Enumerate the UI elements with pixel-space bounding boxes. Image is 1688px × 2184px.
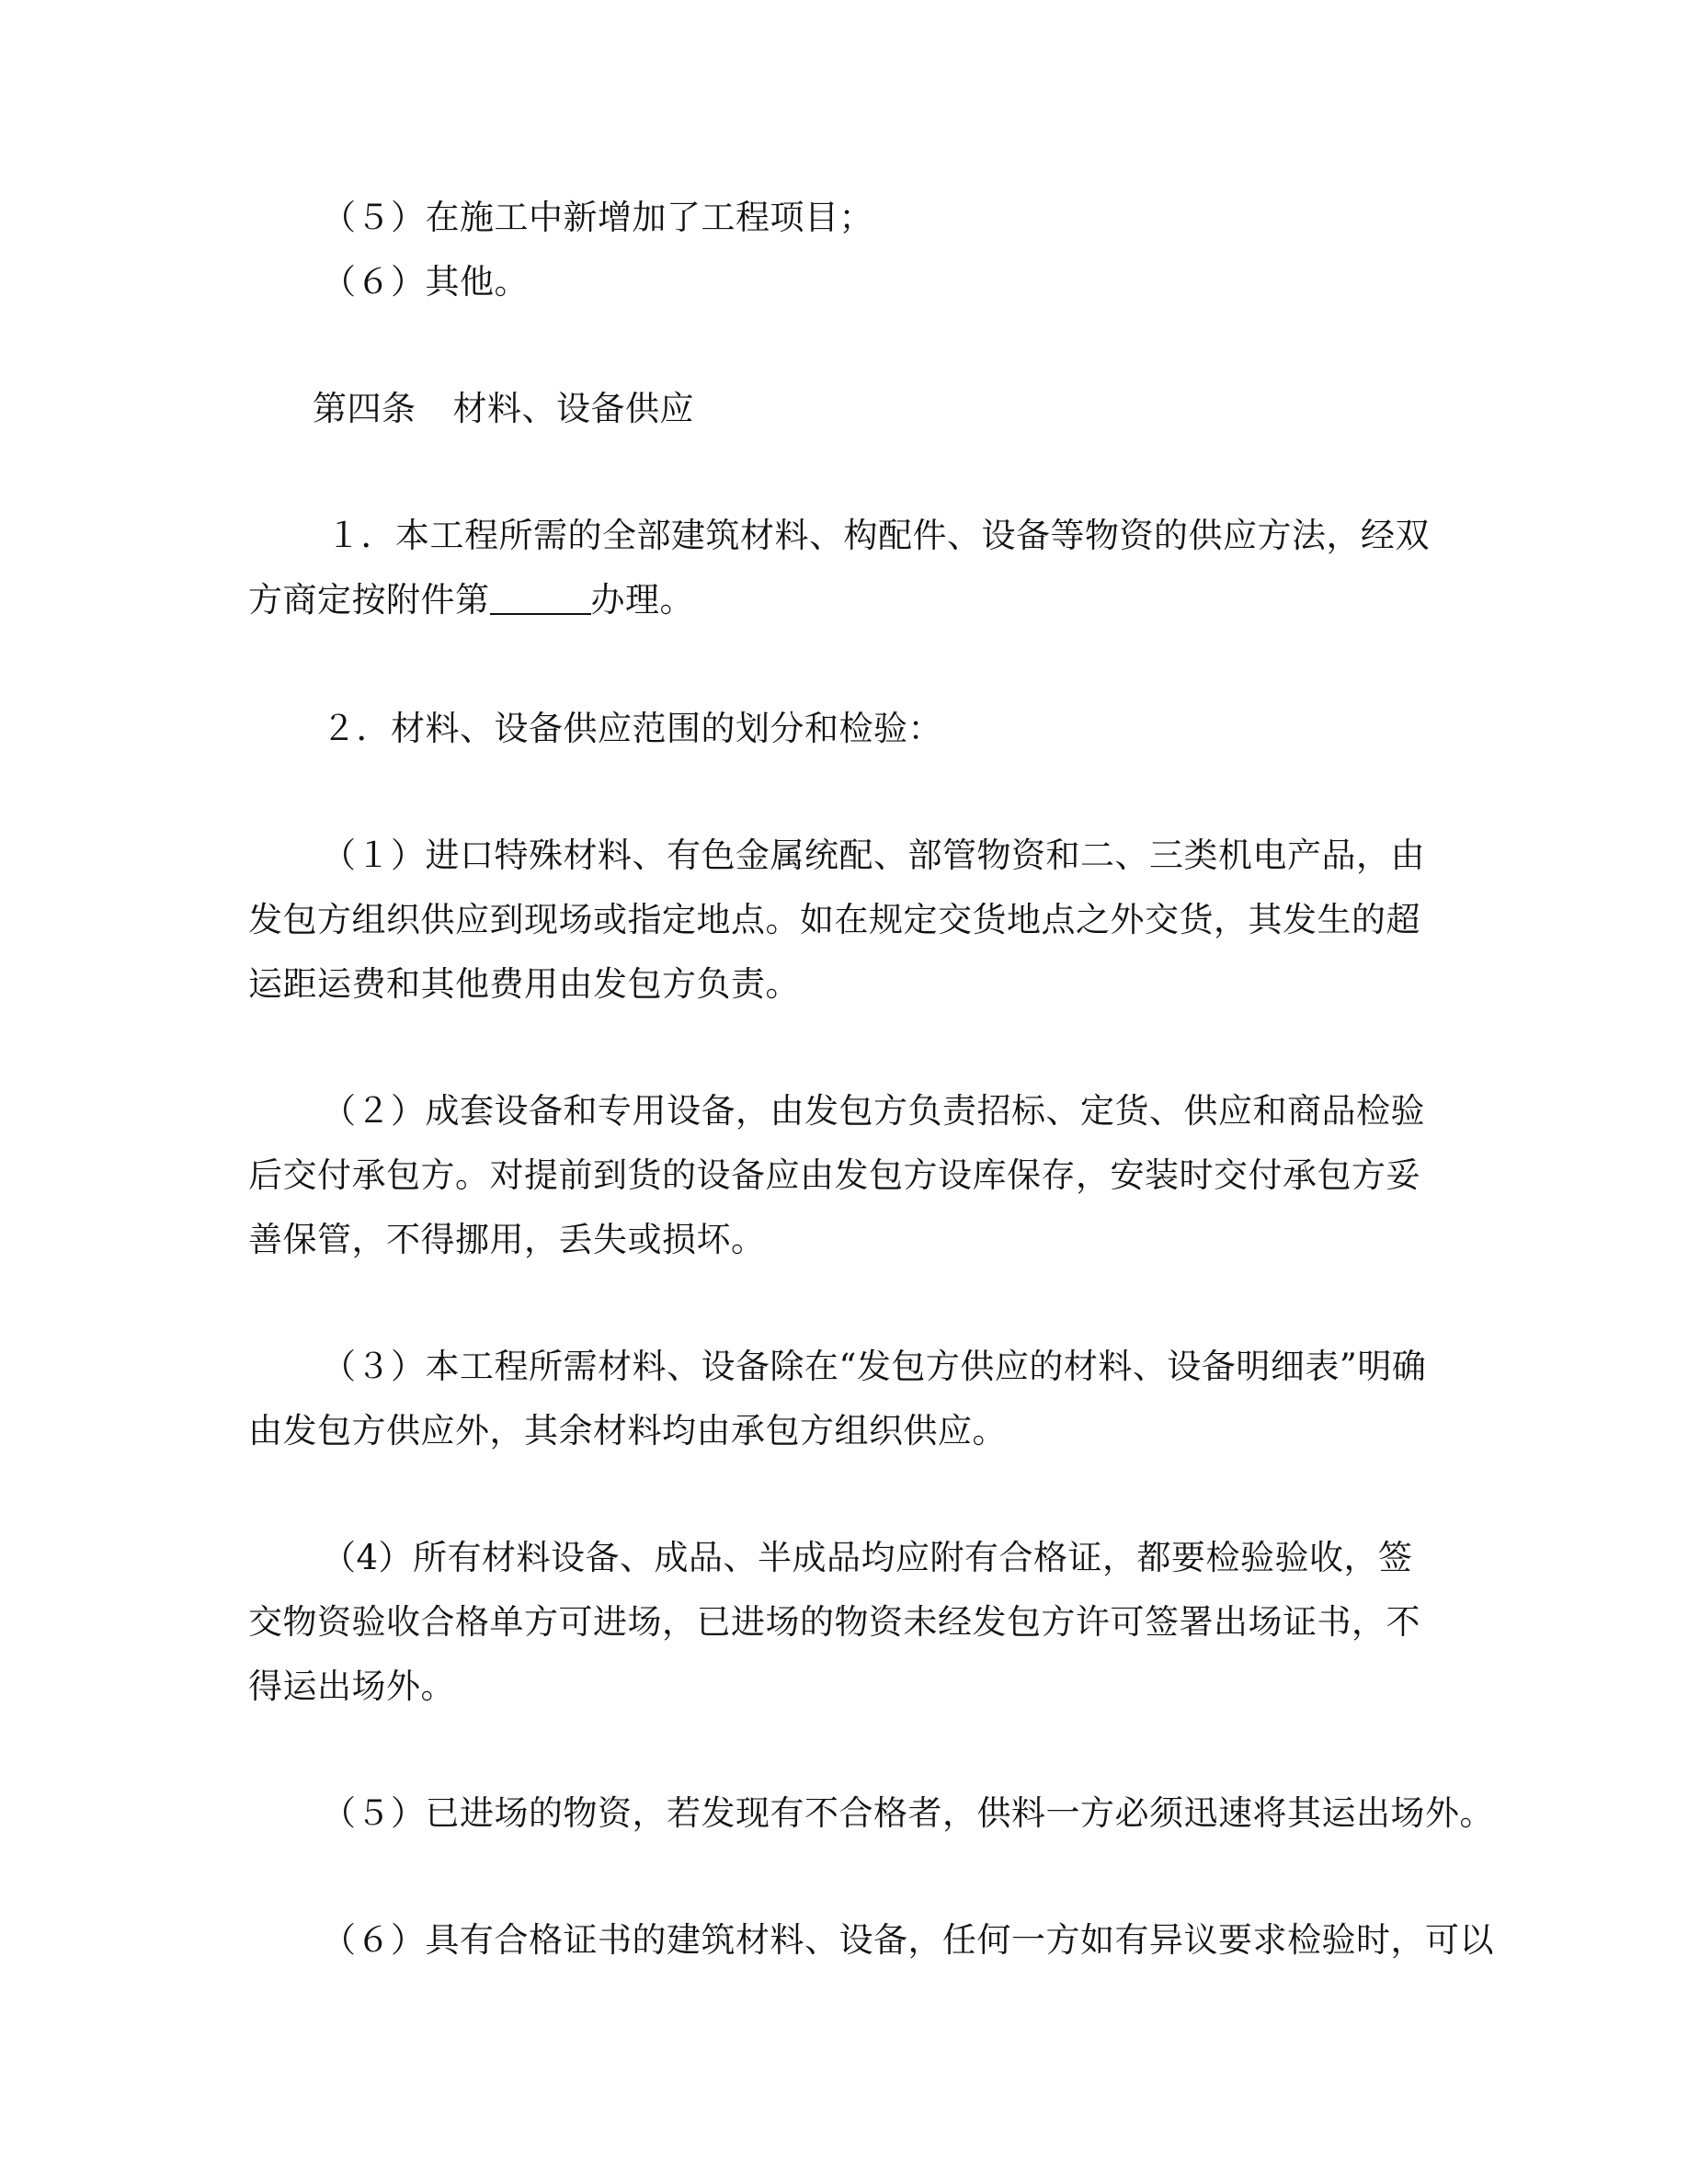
sub-item-5: （５）已进场的物资，若发现有不合格者，供料一方必须迅速将其运出场外。 xyxy=(322,1793,1494,1833)
sub-item-6: （６）具有合格证书的建筑材料、设备，任何一方如有异议要求检验时，可以 xyxy=(322,1920,1494,1960)
paragraph-1 xyxy=(248,504,1443,632)
paragraph-1-text: １．本工程所需的全部建筑材料、构配件、设备等物资的供应方法，经双方商定按附件第 xyxy=(248,516,1430,620)
item-6-line: （６）其他。 xyxy=(322,262,529,301)
paragraph-2: ２．材料、设备供应范围的划分和检验： xyxy=(322,709,942,748)
article-title: 材料、设备供应 xyxy=(452,389,694,428)
sub-item-3: （３）本工程所需材料、设备除在“发包方供应的材料、设备明细表”明确由发包方供应外，其余材料均由承包方组织供应。 xyxy=(248,1347,1427,1450)
article-number: 第四条 xyxy=(313,389,416,428)
paragraph-1-text-end: 办理。 xyxy=(590,580,694,620)
article-heading xyxy=(313,377,694,441)
fill-in-blank xyxy=(490,580,591,615)
item-5-line: （５）在施工中新增加了工程项目； xyxy=(322,198,873,237)
sub-item-2: （２）成套设备和专用设备，由发包方负责招标、定货、供应和商品检验后交付承包方。对提前到货的设备应由发包方设库保存，安装时交付承包方妥善保管，不得挪用，丢失或损坏。 xyxy=(248,1091,1425,1259)
sub-item-4: （4）所有材料设备、成品、半成品均应附有合格证，都要检验验收，签交物资验收合格单方可进场，已进场的物资未经发包方许可签署出场证书，不得运出场外。 xyxy=(248,1538,1420,1706)
sub-item-1: （１）进口特殊材料、有色金属统配、部管物资和二、三类机电产品，由发包方组织供应到现场或指定地点。如在规定交货地点之外交货，其发生的超运距运费和其他费用由发包方负责。 xyxy=(248,836,1425,1004)
